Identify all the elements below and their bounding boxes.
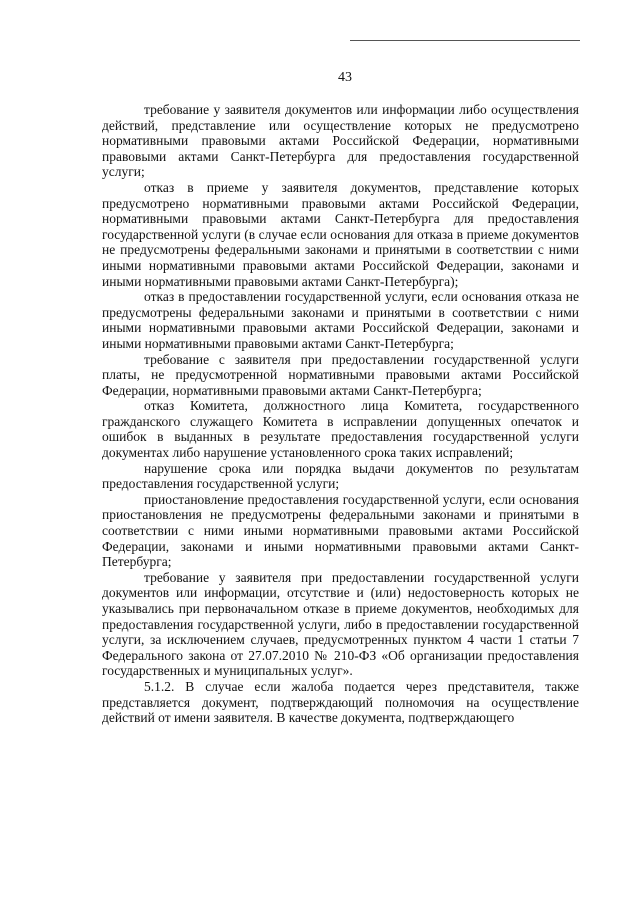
paragraph-9: 5.1.2. В случае если жалоба подается через представителя, также представляется документ, подтверждающий полномочия на осуществление действий от имени заявителя. В качестве документа, подтверждающего: [102, 678, 579, 726]
paragraph-5: отказ Комитета, должностного лица Комитета, государственного гражданского служащего Комитета в исправлении допущенных опечаток и ошибок в выданных в результате предоставления государственной услуги документах либо нарушение установленного срока таких исправлений;: [102, 398, 579, 461]
header-rule: [350, 40, 580, 41]
document-body: [102, 102, 579, 726]
paragraph-8: требование у заявителя при предоставлении государственной услуги документов или информации, отсутствие и (или) недостоверность которых не указывались при первоначальном отказе в приеме документов, необходимых для предоставления государственной услуги, либо в предоставлении государственной услуги, за исключением случаев, предусмотренных пунктом 4 части 1 статьи 7 Федерального закона от 27.07.2010 № 210-ФЗ «Об организации предоставления государственных и муниципальных услуг».: [102, 569, 579, 679]
paragraph-3: отказ в предоставлении государственной услуги, если основания отказа не предусмотрены федеральными законами и принятыми в соответствии с ними иными нормативными правовыми актами Российской Федерации, законами и иными нормативными правовыми актами Санкт-Петербурга;: [102, 289, 579, 351]
paragraph-6: нарушение срока или порядка выдачи документов по результатам предоставления государственной услуги;: [102, 460, 579, 492]
paragraph-7: приостановление предоставления государственной услуги, если основания приостановления не предусмотрены федеральными законами и принятыми в соответствии с ними иными нормативными правовыми актами Российской Федерации, законами и иными нормативными правовыми актами Санкт-Петербурга;: [102, 491, 579, 570]
paragraph-2: отказ в приеме у заявителя документов, представление которых предусмотрено нормативными правовыми актами Российской Федерации, нормативными правовыми актами Санкт-Петербурга для предоставления государственной услуги (в случае если основания для отказа в приеме документов не предусмотрены федеральными законами и принятыми в соответствии с ними иными нормативными правовыми актами Российской Федерации, законами и иными нормативными правовыми актами Санкт-Петербурга);: [102, 179, 579, 289]
page-number: 43: [338, 70, 352, 85]
paragraph-1: требование у заявителя документов или информации либо осуществления действий, представление или осуществление которых не предусмотрено нормативными правовыми актами Российской Федерации, нормативными правовыми актами Санкт-Петербурга для предоставления государственной услуги;: [102, 102, 579, 180]
paragraph-4: требование с заявителя при предоставлении государственной услуги платы, не предусмотренной нормативными правовыми актами Российской Федерации, нормативными правовыми актами Санкт-Петербурга;: [102, 351, 579, 398]
